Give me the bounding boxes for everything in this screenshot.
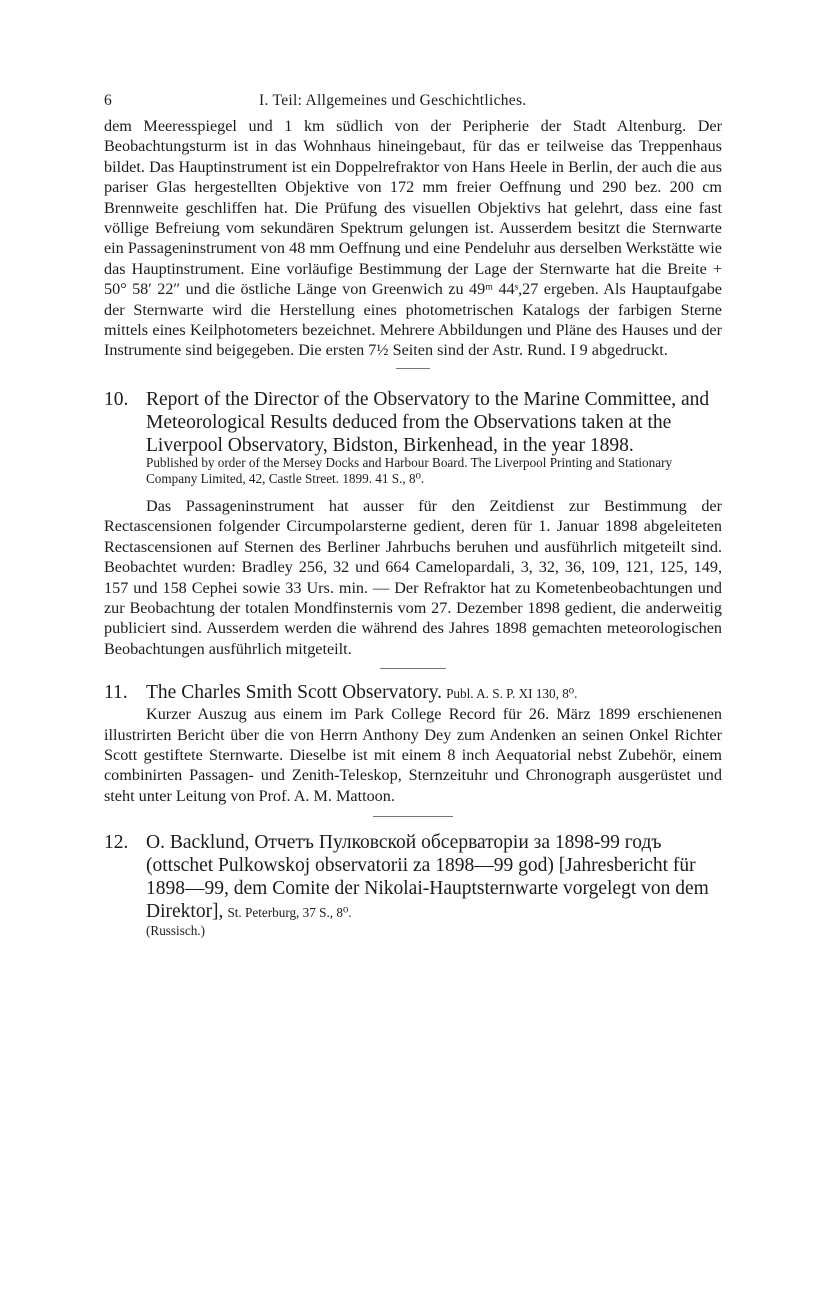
entry-text: Kurzer Auszug aus einem im Park College Record für 26. März 1899 erschienenen illustrirten Bericht über die von Herrn Anthony Dey zum Andenken an seinen Onkel Richter Scott gestiftete Sternwarte. Dieselbe ist mit einem 8 inch Aequatorial nebst Zubehör, einem combinirten Passagen- und Zenith-Teleskop, Sternzeituhr und Chronograph ausgerüstet und steht unter Leitung von Prof. A. M. Mattoon. bbox=[104, 705, 722, 805]
page bbox=[104, 92, 722, 940]
entry-title: O. Backlund, Отчетъ Пулковской обсерваторіи за 1898-99 годъ (ottschet Pulkowskoj observatorii za 1898—99 god) [Jahresbericht für 1898—99, dem Comite der Nikolai-Hauptsternwarte vorgelegt von dem Direktor], bbox=[146, 832, 709, 923]
entry-publication: Published by order of the Mersey Docks and Harbour Board. The Liverpool Printing and Stationary Company Limited, 42, Castle Street. 1899. 41 S., 8⁰. bbox=[146, 454, 673, 487]
entry-note: (Russisch.) bbox=[146, 923, 205, 939]
separator-rule bbox=[380, 668, 446, 669]
separator-rule bbox=[373, 816, 453, 817]
entry-title: The Charles Smith Scott Observatory. bbox=[146, 682, 443, 704]
entry-text: Das Passageninstrument hat ausser für den Zeitdienst zur Bestimmung der Rectascensionen folgender Circumpolarsterne gedient, deren für 1. Januar 1898 abgeleiteten Rectascensionen auf Sternen des Berliner Jahrbuchs beruhen und ausführlich mitgeteilt sind. Beobachtet wurden: Bradley 256, 32 und 664 Camelopardali, 3, 32, 36, 109, 121, 125, 149, 157 und 158 Cephei sowie 33 Urs. min. — Der Refraktor hat zu Kometenbeobachtungen und zur Beobachtung der totalen Mondfinsternis vom 27. Dezember 1898 gedient, die anderweitig publiciert sind. Ausserdem werden die während des Jahres 1898 gemachten meteorologischen Beobachtungen ausführlich mitgeteilt. bbox=[104, 496, 722, 658]
entry-publication: St. Peterburg, 37 S., 8⁰. bbox=[227, 905, 352, 921]
page-number: 6 bbox=[104, 92, 113, 109]
running-header bbox=[104, 92, 722, 116]
entry-number: 10. bbox=[104, 388, 129, 410]
running-title: I. Teil: Allgemeines und Geschichtliches. bbox=[259, 92, 527, 109]
entry-publication: Publ. A. S. P. XI 130, 8⁰. bbox=[446, 686, 578, 702]
entry-10 bbox=[104, 388, 722, 659]
intro-paragraph: dem Meeresspiegel und 1 km südlich von der Peripherie der Stadt Altenburg. Der Beobachtungsturm ist in das Wohnhaus hineingebaut, für das er teilweise das Treppenhaus bildet. Das Hauptinstrument ist ein Doppelrefraktor von Hans Heele in Berlin, der auch die aus pariser Glas hergestellten Objektive von 172 mm freier Oeffnung und 290 bez. 200 cm Brennweite geschliffen hat. Die Prüfung des visuellen Objektivs hat gelehrt, dass eine fast völlige Befreiung vom sekundären Spektrum gelungen ist. Ausserdem besitzt die Sternwarte ein Passageninstrument von 48 mm Oeffnung und eine Pendeluhr aus derselben Werkstätte wie das Hauptinstrument. Eine vorläufige Bestimmung der Lage der Sternwarte hat die Breite + 50° 58′ 22″ und die östliche Länge von Greenwich zu 49ᵐ 44ˢ,27 ergeben. Als Hauptaufgabe der Sternwarte wird die Herstellung eines photometrischen Katalogs der farbigen Sterne mittels eines Keilphotometers bezeichnet. Mehrere Abbildungen und Pläne des Hauses und der Instrumente sind beigegeben. Die ersten 7½ Seiten sind der Astr. Rund. I 9 abgedruckt. bbox=[104, 117, 722, 360]
entry-11 bbox=[104, 681, 722, 806]
entry-number: 12. bbox=[104, 832, 129, 854]
separator-rule bbox=[396, 368, 430, 369]
entry-title: Report of the Director of the Observatory to the Marine Committee, and Meteorological Results deduced from the Observations taken at the Liverpool Observatory, Bidston, Birkenhead, in the year 1898. bbox=[146, 388, 710, 456]
entry-number: 11. bbox=[104, 682, 128, 704]
entry-12 bbox=[104, 831, 722, 940]
